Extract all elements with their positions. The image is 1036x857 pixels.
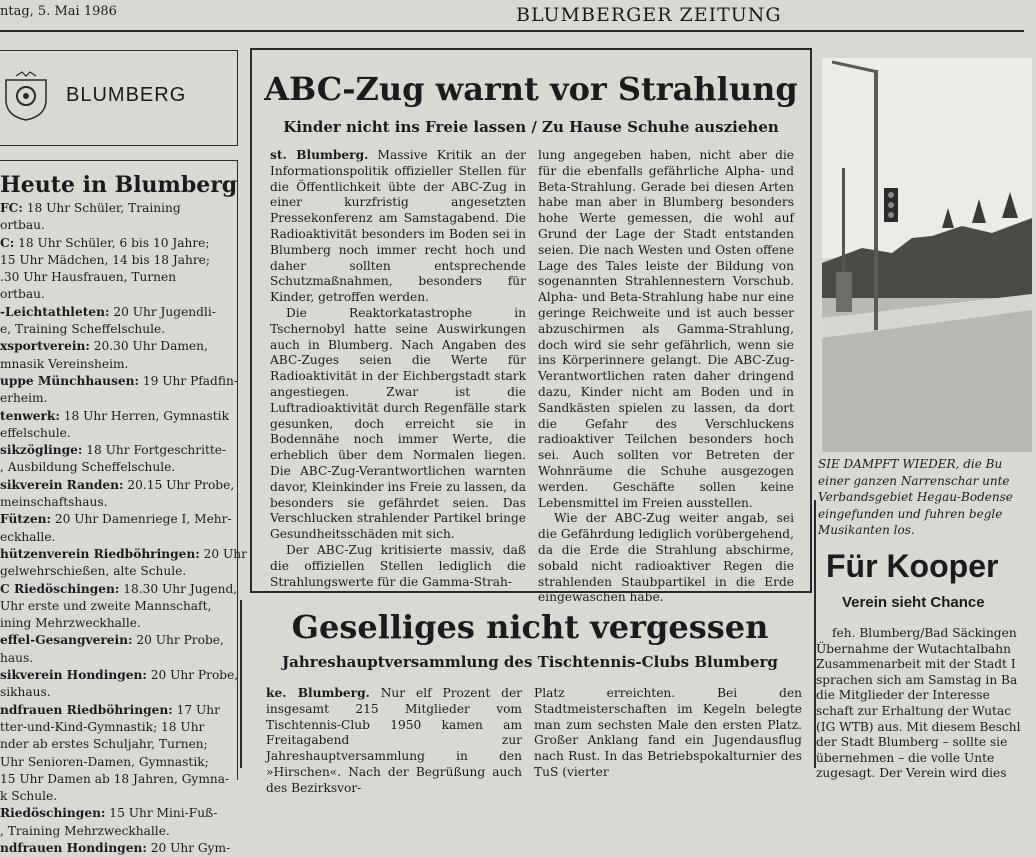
event-entry <box>0 563 232 580</box>
bottom-article-column-1 <box>266 686 522 797</box>
event-entry <box>0 546 247 563</box>
event-details: 20 Uhr Jugendli- <box>109 304 216 319</box>
news-photo <box>822 58 1032 452</box>
event-organizer: sikverein Hondingen: <box>0 668 147 683</box>
event-entry <box>0 338 232 355</box>
event-entry <box>0 477 235 494</box>
event-details: 20.15 Uhr Probe, <box>123 477 235 492</box>
masthead-rule <box>0 30 1024 32</box>
event-organizer: Riedöschingen: <box>0 806 106 821</box>
photo-caption-lead: SIE DAMPFT WIEDER, <box>818 457 960 471</box>
event-organizer: C: <box>0 235 15 250</box>
event-entry <box>0 235 232 252</box>
event-details: 20.30 Uhr Damen, <box>89 339 208 354</box>
event-details: sikhaus. <box>0 685 51 700</box>
event-details: 20 Uhr Damenriege I, Mehr- <box>50 512 232 527</box>
event-entry <box>0 408 232 425</box>
masthead-date: ntag, 5. Mai 1986 <box>0 4 117 19</box>
event-details: haus. <box>0 650 34 665</box>
bottom-article-column-2 <box>534 686 802 781</box>
event-details: eckhalle. <box>0 529 56 544</box>
event-entry <box>0 425 232 442</box>
event-organizer: sikverein Randen: <box>0 477 124 492</box>
event-organizer: tenwerk: <box>0 408 60 423</box>
event-details: 18.30 Uhr Jugend, <box>119 581 238 596</box>
right-article-line: schaft zur Erhaltung der Wutac <box>816 703 1012 718</box>
event-entry <box>0 598 232 615</box>
event-organizer: FC: <box>0 201 23 215</box>
right-article-line: feh. Blumberg/Bad Säckingen <box>832 626 1017 640</box>
event-details: 20 Uhr <box>199 546 247 561</box>
dateline: ke. Blumberg. <box>266 686 370 700</box>
event-details: mnasik Vereinsheim. <box>0 356 129 371</box>
main-article-paragraph <box>270 148 526 306</box>
right-article-headline: Für Kooper <box>826 548 999 584</box>
right-article-line: übernehmen – die volle Unte <box>816 750 995 765</box>
event-organizer: uppe Münchhausen: <box>0 373 139 388</box>
town-crest-icon <box>2 70 50 122</box>
section-name: BLUMBERG <box>66 84 187 106</box>
event-details: 17 Uhr <box>172 702 220 717</box>
main-article-paragraph <box>270 543 526 590</box>
event-details: 15 Uhr Mini-Fuß- <box>105 806 218 821</box>
event-details: Uhr erste und zweite Mannschaft, <box>0 598 212 613</box>
event-entry <box>0 736 232 753</box>
main-article-paragraph <box>270 306 526 543</box>
main-article-paragraph: Wie der ABC-Zug weiter angab, sei die Gefährdung lediglich vorübergehend, da die Erde die Strahlung abschirme, sobald nicht radioaktiver Regen die strahlenden Staubpartikel in die Erde eingewaschen habe. <box>538 511 794 605</box>
event-entry <box>0 615 232 632</box>
event-details: ortbau. <box>0 287 45 302</box>
event-entry <box>0 217 232 234</box>
events-heading: Heute in Blumberg <box>0 172 238 198</box>
right-article-subheadline: Verein sieht Chance <box>842 594 985 611</box>
event-entry <box>0 304 232 321</box>
event-entry <box>0 805 232 822</box>
event-entry <box>0 356 232 373</box>
event-details: 19 Uhr Pfadfin- <box>139 373 238 388</box>
right-article-line: der Stadt Blumberg – sollte sie <box>816 735 1008 750</box>
event-entry <box>0 788 232 805</box>
right-article-line: (IG WTB) aus. Mit diesem Beschl <box>816 719 1021 734</box>
photo-caption <box>818 456 1032 539</box>
event-details: , Training Mehrzweckhalle. <box>0 823 170 838</box>
event-details: , Ausbildung Scheffelschule. <box>0 460 176 475</box>
right-article-text <box>816 626 1036 782</box>
event-entry <box>0 442 232 459</box>
event-organizer: hützenverein Riedböhringen: <box>0 546 200 561</box>
right-article-line: Zusammenarbeit mit der Stadt I <box>816 657 1016 672</box>
event-details: 20 Uhr Probe, <box>132 633 224 648</box>
event-entry <box>0 684 232 701</box>
event-organizer: C Riedöschingen: <box>0 581 120 596</box>
event-entry <box>0 581 238 598</box>
main-article-subheadline: Kinder nicht ins Freie lassen / Zu Hause Schuhe ausziehen <box>283 118 779 136</box>
event-entry <box>0 494 232 511</box>
bottom-article-subheadline: Jahreshauptversammlung des Tischtennis-Clubs Blumberg <box>282 653 778 671</box>
right-article-line: die Mitglieder der Interesse <box>816 688 990 703</box>
event-entry <box>0 511 232 528</box>
events-list <box>0 200 247 857</box>
main-article-column-2 <box>538 148 794 606</box>
event-organizer: xsportverein: <box>0 339 90 354</box>
event-entry <box>0 269 232 286</box>
event-details: 15 Uhr Mädchen, 14 bis 18 Jahre; <box>0 252 210 267</box>
event-organizer: ndfrauen Riedböhringen: <box>0 702 173 717</box>
event-entry <box>0 390 232 407</box>
event-details: meinschaftshaus. <box>0 495 108 510</box>
event-entry <box>0 321 232 338</box>
event-entry <box>0 667 239 684</box>
event-organizer: sikzöglinge: <box>0 443 83 458</box>
event-details: ining Mehrzweckhalle. <box>0 616 141 631</box>
event-details: gelwehrschießen, alte Schule. <box>0 564 187 579</box>
event-organizer: Fützen: <box>0 512 51 527</box>
event-entry <box>0 373 238 390</box>
event-entry <box>0 650 232 667</box>
event-details: 20 Uhr Gym- <box>146 840 231 855</box>
event-organizer: -Leichtathleten: <box>0 304 110 319</box>
main-article-column-1 <box>270 148 526 590</box>
photo-caption-text: die Bu einer ganzen Narrenschar unte Verbandsgebiet Hegau-Bodense eingefunden und fuhren begle Musikanten los. <box>818 457 1013 537</box>
bottom-article-headline: Geselliges nicht vergessen <box>291 608 769 646</box>
right-article-line: sprachen sich am Samstag in Ba <box>816 672 1018 687</box>
event-details: .30 Uhr Hausfrauen, Turnen <box>0 270 177 285</box>
main-article-headline: ABC-Zug warnt vor Strahlung <box>264 70 798 108</box>
event-entry <box>0 719 232 736</box>
dateline: st. Blumberg. <box>270 148 369 162</box>
event-entry <box>0 840 232 857</box>
bottom-article-paragraph <box>266 686 522 797</box>
event-entry <box>0 459 232 476</box>
street-scene-image <box>822 58 1032 452</box>
paragraph-text: Die Reaktorkatastrophe in Tschernobyl hatte seine Auswirkungen auch in Blumberg. Nach Angaben des ABC-Zuges seien die Werte für Radioaktivität in der Eichbergstadt stark angestiegen. Zwar ist die Luftradioaktivität durch Regenfälle stark gesunken, doch erreicht sie in Bodennähe noch immer Werte, die erheblich über dem Normalen liegen. Die ABC-Zug-Verantwortlichen warnten davor, Kleinkinder ins Freie zu lassen, da besonders sie gefährdet seien. Das Verschlucken strahlender Partikel bringe Gesundheitsschäden mit sich. <box>270 305 526 542</box>
main-article-paragraph: lung angegeben haben, nicht aber die für die ebenfalls gefährliche Alpha- und Beta-Strahlung. Gerade bei diesen Arten habe man aber in Blumberg besonders hohe Werte gemessen, die wohl auf Grund der Lage der Stadt entstanden seien. Die nach Westen und Osten offene Lage des Tales leiste der Bildung von sogenannten Strahlennestern Vorschub. Alpha- und Beta-Strahlung habe nur eine geringe Reichweite und ist auch besser abzuschirmen als Gamma-Strahlung, doch wird sie sehr gefährlich, wenn sie ins Körperinnere gelangt. Die ABC-Zug-Verantwortlichen raten daher dringend dazu, Kinder nicht am Boden und in Sandkästen spielen zu lassen, da dort die Gefahr des Verschluckens radioaktiver Teilchen besonders hoch sei. Auch sollten vor Betreten der Wohnräume die Schuhe ausgezogen werden. Geschäfte sollen keine Lebensmittel im Freien ausstellen. <box>538 148 794 510</box>
paragraph-text: Der ABC-Zug kritisierte massiv, daß die offiziellen Stellen lediglich die Strahlungswerte für die Gamma-Strah- <box>270 542 526 589</box>
right-article-line: Übernahme der Wutachtalbahn <box>816 641 1011 656</box>
event-details: ortbau. <box>0 218 45 233</box>
paragraph-text: Massive Kritik an der Informationspolitik offizieller Stellen für die Öffentlichkeit übte der ABC-Zug in einer kurzfristig angesetzten Pressekonferenz am Samstagabend. Die Radioaktivität besonders im Boden sei in Blumberg noch immer recht hoch und daher sollten entsprechende Schutzmaßnahmen, besonders für Kinder, getroffen werden. <box>270 148 526 305</box>
event-details: 15 Uhr Damen ab 18 Jahren, Gymna- <box>0 771 230 786</box>
event-entry <box>0 200 232 217</box>
event-details: 18 Uhr Schüler, Training <box>22 201 181 215</box>
event-entry <box>0 771 232 788</box>
event-details: 18 Uhr Schüler, 6 bis 10 Jahre; <box>14 235 210 250</box>
event-details: Uhr Senioren-Damen, Gymnastik; <box>0 754 209 769</box>
event-details: 18 Uhr Herren, Gymnastik <box>59 408 229 423</box>
event-details: e, Training Scheffelschule. <box>0 322 166 337</box>
event-entry <box>0 702 232 719</box>
event-entry <box>0 632 232 649</box>
event-details: tter-und-Kind-Gymnastik; 18 Uhr <box>0 719 205 734</box>
bottom-article-paragraph: Platz erreichten. Bei den Stadtmeisterschaften im Kegeln belegte man zum sechsten Male den ersten Platz. Großer Anklang fand ein Jugendausflug nach Rust. In das Betriebspokalturnier des TuS (vierter <box>534 686 802 779</box>
event-details: effelschule. <box>0 425 71 440</box>
paragraph-text: Nur elf Prozent der insgesamt 215 Mitglieder vom Tischtennis-Club 1950 kamen am Freitagabend zur Jahreshauptversammlung in den »Hirschen«. Nach der Begrüßung auch des Bezirksvor- <box>266 686 522 795</box>
event-details: 18 Uhr Fortgeschritte- <box>82 443 227 458</box>
masthead-newspaper-name: BLUMBERGER ZEITUNG <box>516 4 782 26</box>
event-organizer: effel-Gesangverein: <box>0 633 133 648</box>
event-details: erheim. <box>0 391 48 406</box>
event-organizer: ndfrauen Hondingen: <box>0 840 147 855</box>
event-details: k Schule. <box>0 789 58 804</box>
column-divider <box>240 600 242 768</box>
right-article-line: zugesagt. Der Verein wird dies <box>816 766 1007 781</box>
event-entry <box>0 286 232 303</box>
event-details: nder ab erstes Schuljahr, Turnen; <box>0 737 208 752</box>
event-entry <box>0 754 232 771</box>
event-entry <box>0 823 232 840</box>
event-details: 20 Uhr Probe, <box>146 668 239 683</box>
event-entry <box>0 529 232 546</box>
event-entry <box>0 252 232 269</box>
